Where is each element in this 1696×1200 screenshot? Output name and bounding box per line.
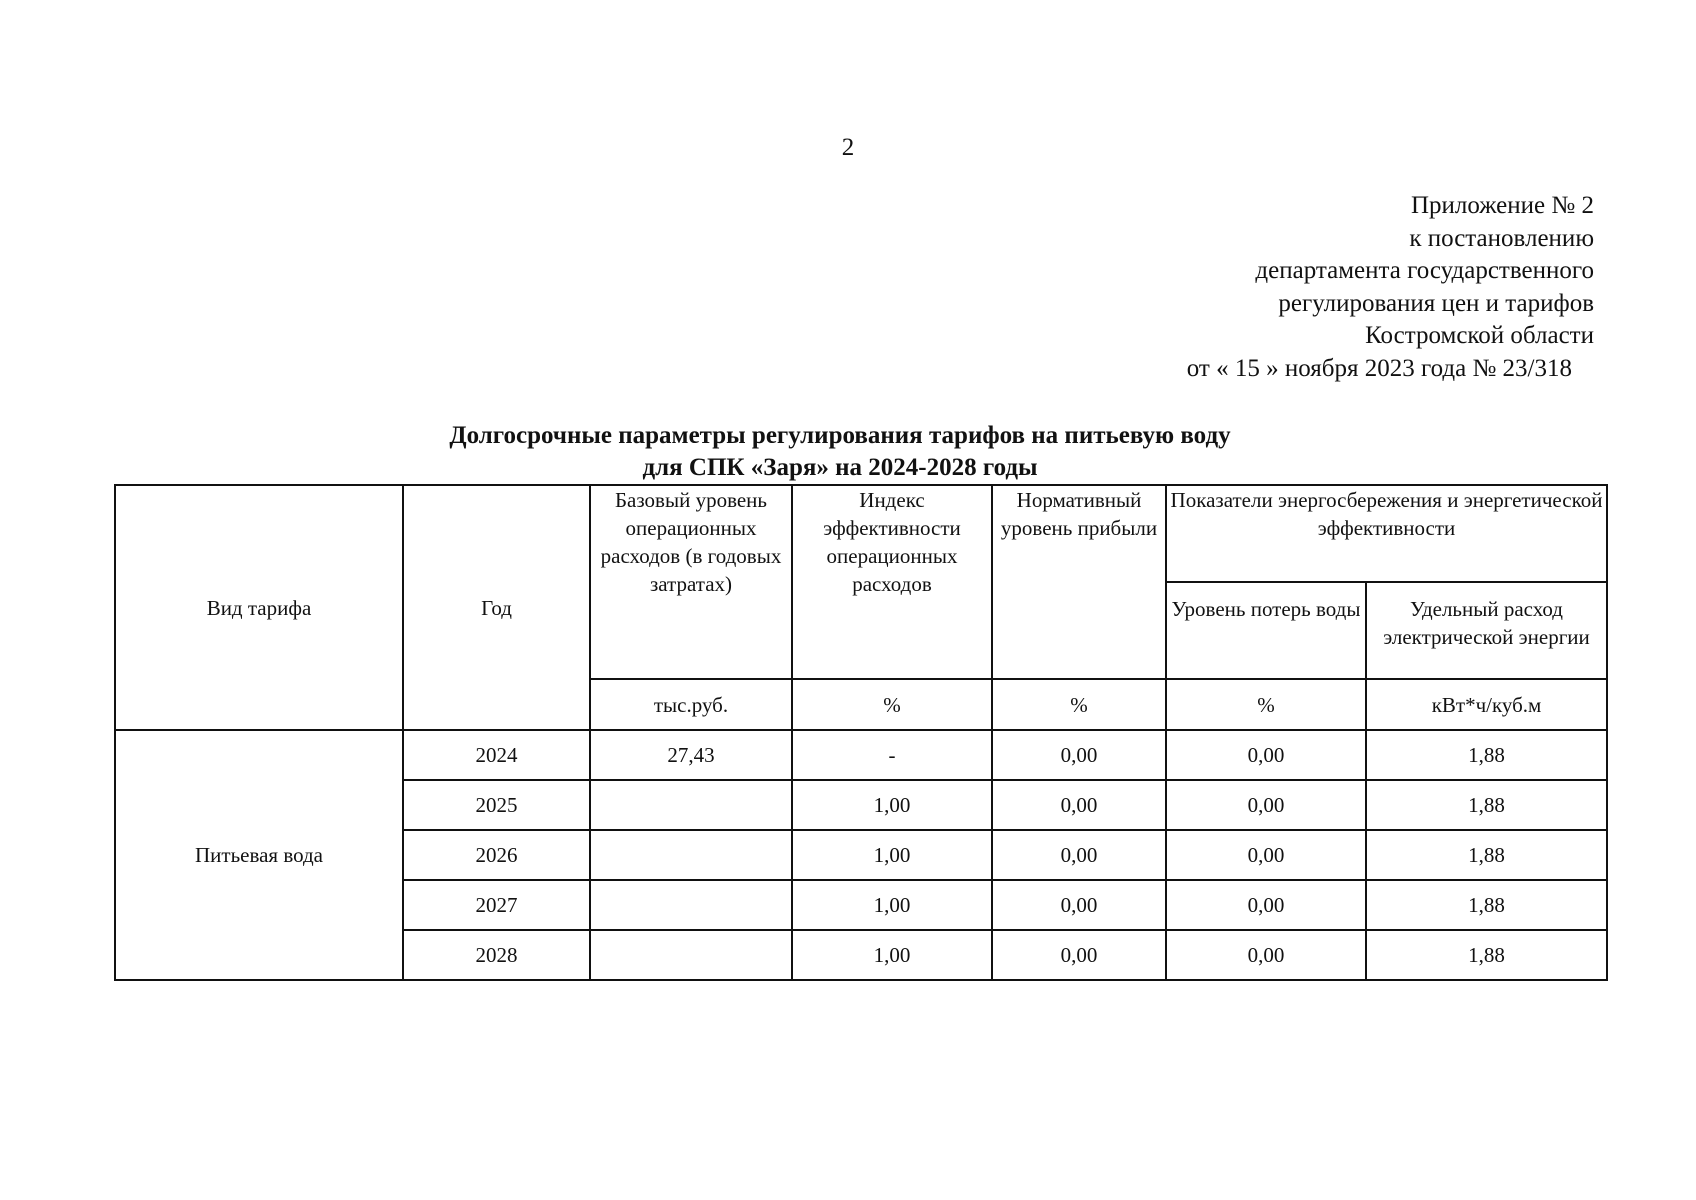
cell-base-cost (590, 780, 792, 830)
header-efficiency-index: Индекс эффективности операционных расходов (792, 485, 992, 679)
cell-electricity: 1,88 (1366, 880, 1607, 930)
annex-block (1187, 190, 1594, 385)
header-year: Год (403, 485, 590, 730)
cell-water-loss: 0,00 (1166, 930, 1366, 980)
header-energy-group: Показатели энергосбережения и энергетической эффективности (1166, 485, 1607, 582)
page-number: 2 (841, 134, 855, 161)
unit-water-loss: % (1166, 679, 1366, 730)
cell-water-loss: 0,00 (1166, 880, 1366, 930)
unit-electricity: кВт*ч/куб.м (1366, 679, 1607, 730)
header-profit-level: Нормативный уровень прибыли (992, 485, 1166, 679)
cell-electricity: 1,88 (1366, 780, 1607, 830)
cell-efficiency-index: 1,00 (792, 780, 992, 830)
title-line: для СПК «Заря» на 2024-2028 годы (642, 454, 1038, 481)
header-row (115, 485, 1607, 582)
header-electricity: Удельный расход электрической энергии (1366, 582, 1607, 679)
cell-base-cost (590, 930, 792, 980)
cell-efficiency-index: 1,00 (792, 930, 992, 980)
cell-base-cost (590, 830, 792, 880)
cell-efficiency-index: 1,00 (792, 830, 992, 880)
parameters-table (114, 484, 1608, 981)
annex-line: регулирования цен и тарифов (1278, 289, 1594, 317)
cell-profit-level: 0,00 (992, 730, 1166, 780)
cell-profit-level: 0,00 (992, 930, 1166, 980)
annex-line: департамента государственного (1255, 257, 1594, 284)
cell-year: 2025 (403, 780, 590, 830)
cell-year: 2027 (403, 880, 590, 930)
annex-date-line: от « 15 » ноября 2023 года № 23/318 (1186, 354, 1572, 382)
cell-year: 2028 (403, 930, 590, 980)
cell-water-loss: 0,00 (1166, 730, 1366, 780)
table-row (115, 730, 1607, 780)
cell-water-loss: 0,00 (1166, 780, 1366, 830)
annex-line: Костромской области (1365, 322, 1594, 349)
cell-electricity: 1,88 (1366, 930, 1607, 980)
cell-base-cost (590, 880, 792, 930)
cell-base-cost: 27,43 (590, 730, 792, 780)
header-base-cost: Базовый уровень операционных расходов (в годовых затратах) (590, 485, 792, 679)
tariff-name-cell: Питьевая вода (115, 730, 403, 980)
cell-profit-level: 0,00 (992, 780, 1166, 830)
cell-efficiency-index: - (792, 730, 992, 780)
cell-profit-level: 0,00 (992, 880, 1166, 930)
header-tariff-type: Вид тарифа (115, 485, 403, 730)
annex-line: к постановлению (1409, 224, 1594, 252)
cell-year: 2026 (403, 830, 590, 880)
cell-electricity: 1,88 (1366, 830, 1607, 880)
title-line: Долгосрочные параметры регулирования тарифов на питьевую воду (449, 422, 1231, 449)
cell-year: 2024 (403, 730, 590, 780)
unit-base-cost: тыс.руб. (590, 679, 792, 730)
header-water-loss: Уровень потерь воды (1166, 582, 1366, 679)
unit-efficiency-index: % (792, 679, 992, 730)
document-title (0, 420, 1696, 484)
cell-profit-level: 0,00 (992, 830, 1166, 880)
annex-line: Приложение № 2 (1410, 192, 1594, 219)
cell-efficiency-index: 1,00 (792, 880, 992, 930)
cell-water-loss: 0,00 (1166, 830, 1366, 880)
unit-profit-level: % (992, 679, 1166, 730)
cell-electricity: 1,88 (1366, 730, 1607, 780)
